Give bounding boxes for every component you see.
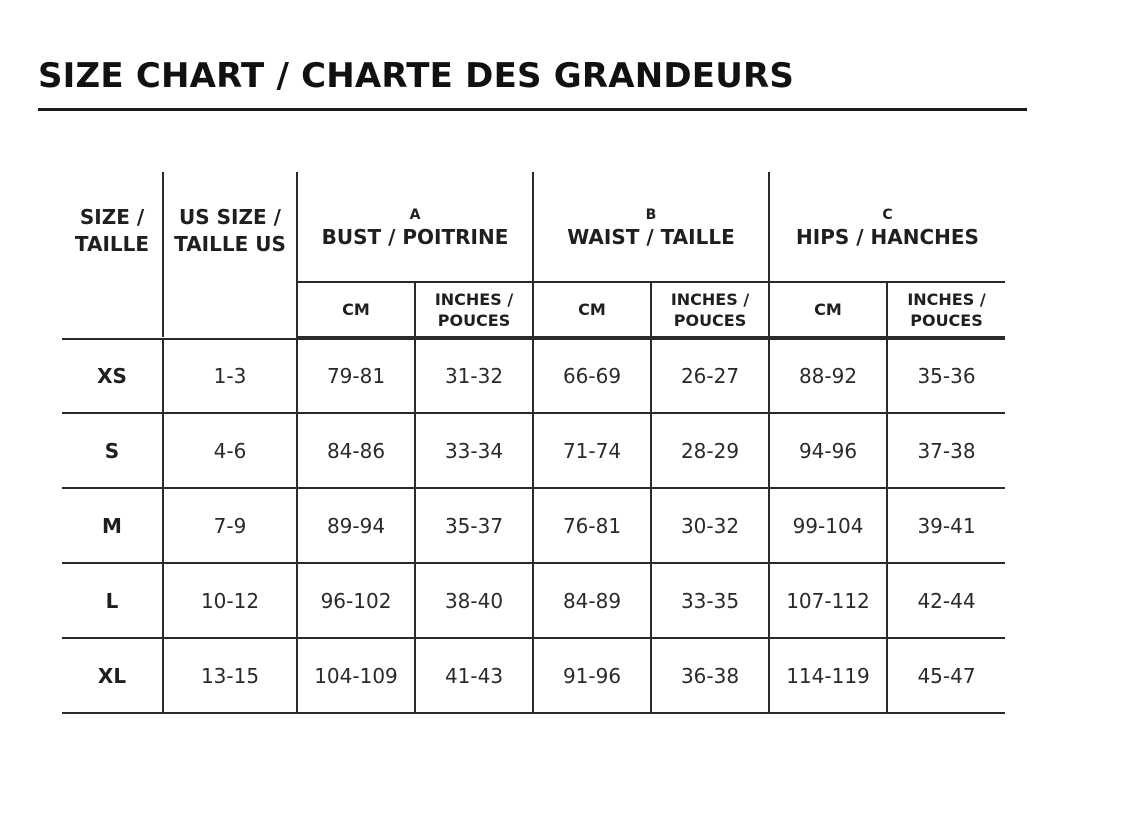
hips-cm-cell: 88-92 — [769, 339, 887, 413]
header-inches-line2: POUCES — [910, 310, 983, 330]
hips-cm-cell: 99-104 — [769, 488, 887, 563]
waist-inches-cell: 28-29 — [651, 413, 769, 488]
header-inches-line1: INCHES / — [907, 289, 986, 309]
waist-inches-cell: 36-38 — [651, 638, 769, 713]
header-bust-cm: CM — [297, 282, 415, 337]
size-cell: XL — [62, 638, 163, 713]
bust-cm-cell: 79-81 — [297, 339, 415, 413]
header-waist-cm: CM — [533, 282, 651, 337]
header-group-label: BUST / POITRINE — [321, 224, 509, 249]
header-inches-line2: POUCES — [437, 310, 511, 330]
header-inches-line1: INCHES / — [434, 289, 514, 309]
header-hips-inches — [887, 282, 1005, 337]
waist-inches-cell: 26-27 — [651, 339, 769, 413]
header-inches-line2: POUCES — [673, 310, 747, 330]
size-cell: L — [62, 563, 163, 638]
header-bust-inches — [415, 282, 533, 337]
hips-inches-cell: 45-47 — [887, 638, 1005, 713]
us-size-cell: 13-15 — [163, 638, 297, 713]
header-group-hips — [769, 172, 1005, 282]
header-inches-line1: INCHES / — [670, 289, 750, 309]
header-group-letter: A — [409, 206, 421, 223]
page-title: SIZE CHART / CHARTE DES GRANDEURS — [38, 56, 795, 96]
us-size-cell: 10-12 — [163, 563, 297, 638]
bust-cm-cell: 104-109 — [297, 638, 415, 713]
header-group-letter: B — [645, 206, 657, 223]
header-size-line2: TAILLE — [74, 232, 150, 256]
bust-inches-cell: 41-43 — [415, 638, 533, 713]
table-row — [62, 563, 1005, 638]
header-hips-cm: CM — [769, 282, 887, 337]
title-divider — [38, 108, 1027, 111]
waist-cm-cell: 91-96 — [533, 638, 651, 713]
hips-inches-cell: 37-38 — [887, 413, 1005, 488]
us-size-cell: 1-3 — [163, 339, 297, 413]
hips-inches-cell: 35-36 — [887, 339, 1005, 413]
us-size-cell: 4-6 — [163, 413, 297, 488]
table-row — [62, 339, 1005, 413]
header-size — [62, 172, 163, 337]
bust-inches-cell: 38-40 — [415, 563, 533, 638]
table-row — [62, 488, 1005, 563]
header-row-groups — [62, 172, 1005, 282]
waist-cm-cell: 66-69 — [533, 339, 651, 413]
bust-cm-cell: 96-102 — [297, 563, 415, 638]
us-size-cell: 7-9 — [163, 488, 297, 563]
header-group-waist — [533, 172, 769, 282]
hips-cm-cell: 94-96 — [769, 413, 887, 488]
header-us-line2: TAILLE US — [174, 232, 286, 256]
header-group-letter: C — [882, 206, 893, 223]
header-group-label: WAIST / TAILLE — [567, 224, 735, 249]
bust-inches-cell: 35-37 — [415, 488, 533, 563]
waist-cm-cell: 76-81 — [533, 488, 651, 563]
hips-cm-cell: 107-112 — [769, 563, 887, 638]
header-group-label: HIPS / HANCHES — [796, 224, 979, 249]
table-row — [62, 638, 1005, 713]
size-cell: S — [62, 413, 163, 488]
header-us-line1: US SIZE / — [179, 205, 281, 229]
waist-cm-cell: 71-74 — [533, 413, 651, 488]
waist-inches-cell: 30-32 — [651, 488, 769, 563]
size-cell: M — [62, 488, 163, 563]
bust-inches-cell: 31-32 — [415, 339, 533, 413]
waist-cm-cell: 84-89 — [533, 563, 651, 638]
hips-inches-cell: 39-41 — [887, 488, 1005, 563]
bust-cm-cell: 84-86 — [297, 413, 415, 488]
header-group-bust — [297, 172, 533, 282]
hips-inches-cell: 42-44 — [887, 563, 1005, 638]
table-row — [62, 413, 1005, 488]
waist-inches-cell: 33-35 — [651, 563, 769, 638]
size-cell: XS — [62, 339, 163, 413]
bust-cm-cell: 89-94 — [297, 488, 415, 563]
header-size-line1: SIZE / — [79, 205, 145, 229]
size-chart-table — [62, 172, 1005, 714]
header-us-size — [163, 172, 297, 337]
header-waist-inches — [651, 282, 769, 337]
hips-cm-cell: 114-119 — [769, 638, 887, 713]
bust-inches-cell: 33-34 — [415, 413, 533, 488]
